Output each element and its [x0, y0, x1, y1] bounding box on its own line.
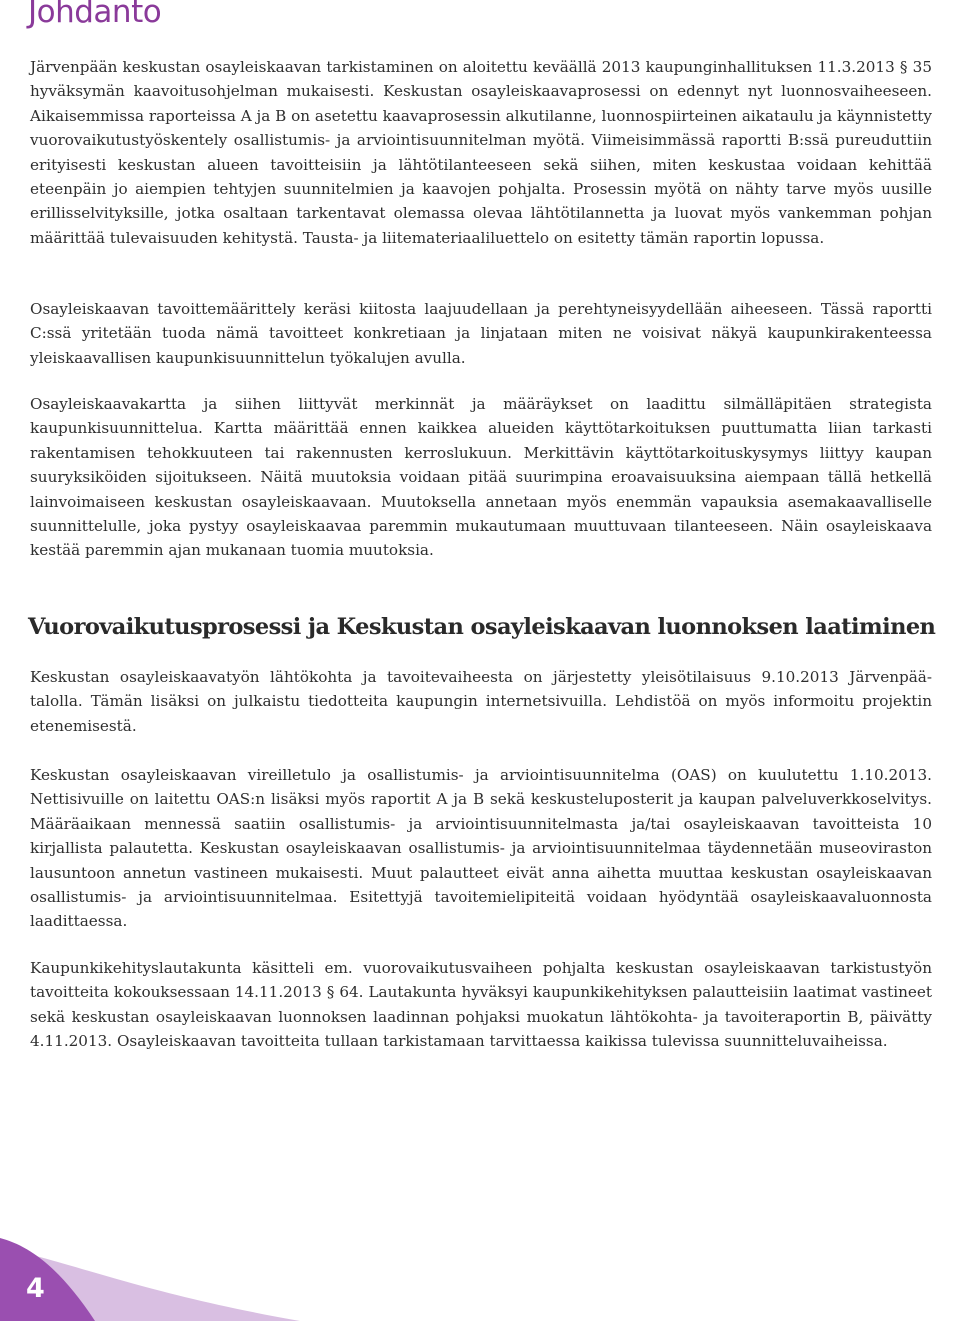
section-body-3: [30, 956, 932, 1054]
intro-paragraph-1: Järvenpään keskustan osayleiskaavan tarkistaminen on aloitettu keväällä 2013 kaupunginhallituksen 11.3.2013 § 35 hyväksymän kaavoitusohjelman mukaisesti. Keskustan osayleiskaavaprosessi on edennyt nyt luonnosvaiheeseen. Aikaisemmissa raporteissa A ja B on asetettu kaavaprosessin alkutilanne, luonnospiirteinen aikataulu ja käynnistetty vuorovaikutustyöskentely osallistumis- ja arviointisuunnitelman myötä. Viimeisimmässä raportti B:ssä pureuduttiin erityisesti keskustan alueen tavoitteisiin ja lähtötilanteeseen sekä siihen, miten keskustaa voidaan kehittää eteenpäin jo aiempien tehtyjen suunnitelmien ja kaavojen pohjalta. Prosessin myötä on nähty tarve myös uusille erillisselvityksille, jotka osaltaan tarkentavat olemassa olevaa lähtötilannetta ja luovat myös vankemman pohjan määrittää tulevaisuuden kehitystä. Tausta- ja liitemateriaaliluettelo on esitetty tämän raportin lopussa.: [30, 58, 932, 247]
page-number: 4: [26, 1273, 45, 1304]
page-title: Johdanto: [28, 0, 162, 30]
intro-paragraph-2: Osayleiskaavan tavoittemäärittely keräsi kiitosta laajuudellaan ja perehtyneisyydellään aiheeseen. Tässä raportti C:ssä yritetään tuoda nämä tavoitteet konkretiaan ja linjataan miten ne voisivat näkyä kaupunkirakenteessa yleiskaavallisen kaupunkisuunnittelun työkalujen avulla.: [30, 300, 932, 367]
section-paragraph-1: Keskustan osayleiskaavatyön lähtökohta ja tavoitevaiheesta on järjestetty yleisötilaisuus 9.10.2013 Järvenpää- talolla. Tämän lisäksi on julkaistu tiedotteita kaupungin internetsivuilla. Lehdistöä on myös informoitu projektin etenemisestä.: [30, 668, 932, 735]
intro-section-2: [30, 297, 932, 370]
section-paragraph-2: Keskustan osayleiskaavan vireilletulo ja osallistumis- ja arviointisuunnitelma (OAS) on kuulutettu 1.10.2013. Nettisivuille on laitettu OAS:n lisäksi myös raportit A ja B sekä keskusteluposterit ja kaupan palveluverkkoselvitys. Määräaikaan mennessä saatiin osallistumis- ja arviointisuunnitelmasta ja/tai osayleiskaavan tavoitteista 10 kirjallista palautetta. Keskustan osayleiskaavan osallistumis- ja arviointisuunnitelmaa täydennetään museoviraston lausuntoon annetun vastineen mukaisesti. Muut palautteet eivät anna aihetta muuttaa keskustan osayleiskaavan osallistumis- ja arviointisuunnitelmaa. Esitettyjä tavoitemielipiteitä voidaan hyödyntää osayleiskaavaluonnosta laadittaessa.: [30, 766, 932, 931]
footer-wave-decoration: [0, 1238, 300, 1321]
section-heading: Vuorovaikutusprosessi ja Keskustan osayleiskaavan luonnoksen laatiminen: [28, 614, 936, 640]
section-body-2: [30, 763, 932, 934]
section-body-1: [30, 665, 932, 738]
section-paragraph-3: Kaupunkikehityslautakunta käsitteli em. vuorovaikutusvaiheen pohjalta keskustan osayleiskaavan tarkistustyön tavoitteita kokouksessaan 14.11.2013 § 64. Lautakunta hyväksyi kaupunkikehityksen palautteisiin laatimat vastineet sekä keskustan osayleiskaavan luonnoksen laadinnan pohjaksi muokatun lähtökohta- ja tavoiteraportin B, päivätty 4.11.2013. Osayleiskaavan tavoitteita tullaan tarkistamaan tarvittaessa kaikissa tulevissa suunnitteluvaiheissa.: [30, 959, 932, 1051]
intro-section: [30, 55, 932, 250]
intro-paragraph-3: Osayleiskaavakartta ja siihen liittyvät merkinnät ja määräykset on laadittu silmälläpitäen strategista kaupunkisuunnittelua. Kartta määrittää ennen kaikkea alueiden käyttötarkoituksen puuttumatta liian tarkasti rakentamisen tehokkuuteen tai rakennusten kerroslukuun. Merkittävin käyttötarkoituskysymys liittyy kaupan suuryksiköiden sijoitukseen. Näitä muutoksia voidaan pitää suurimpina eroavaisuuksina aiempaan tällä hetkellä lainvoimaiseen keskustan osayleiskaavaan. Muutoksella annetaan myös enemmän vapauksia asemakaavalliselle suunnittelulle, joka pystyy osayleiskaavaa paremmin mukautumaan muuttuvaan tilanteeseen. Näin osayleiskaava kestää paremmin ajan mukanaan tuomia muutoksia.: [30, 395, 932, 560]
intro-section-3: [30, 392, 932, 563]
